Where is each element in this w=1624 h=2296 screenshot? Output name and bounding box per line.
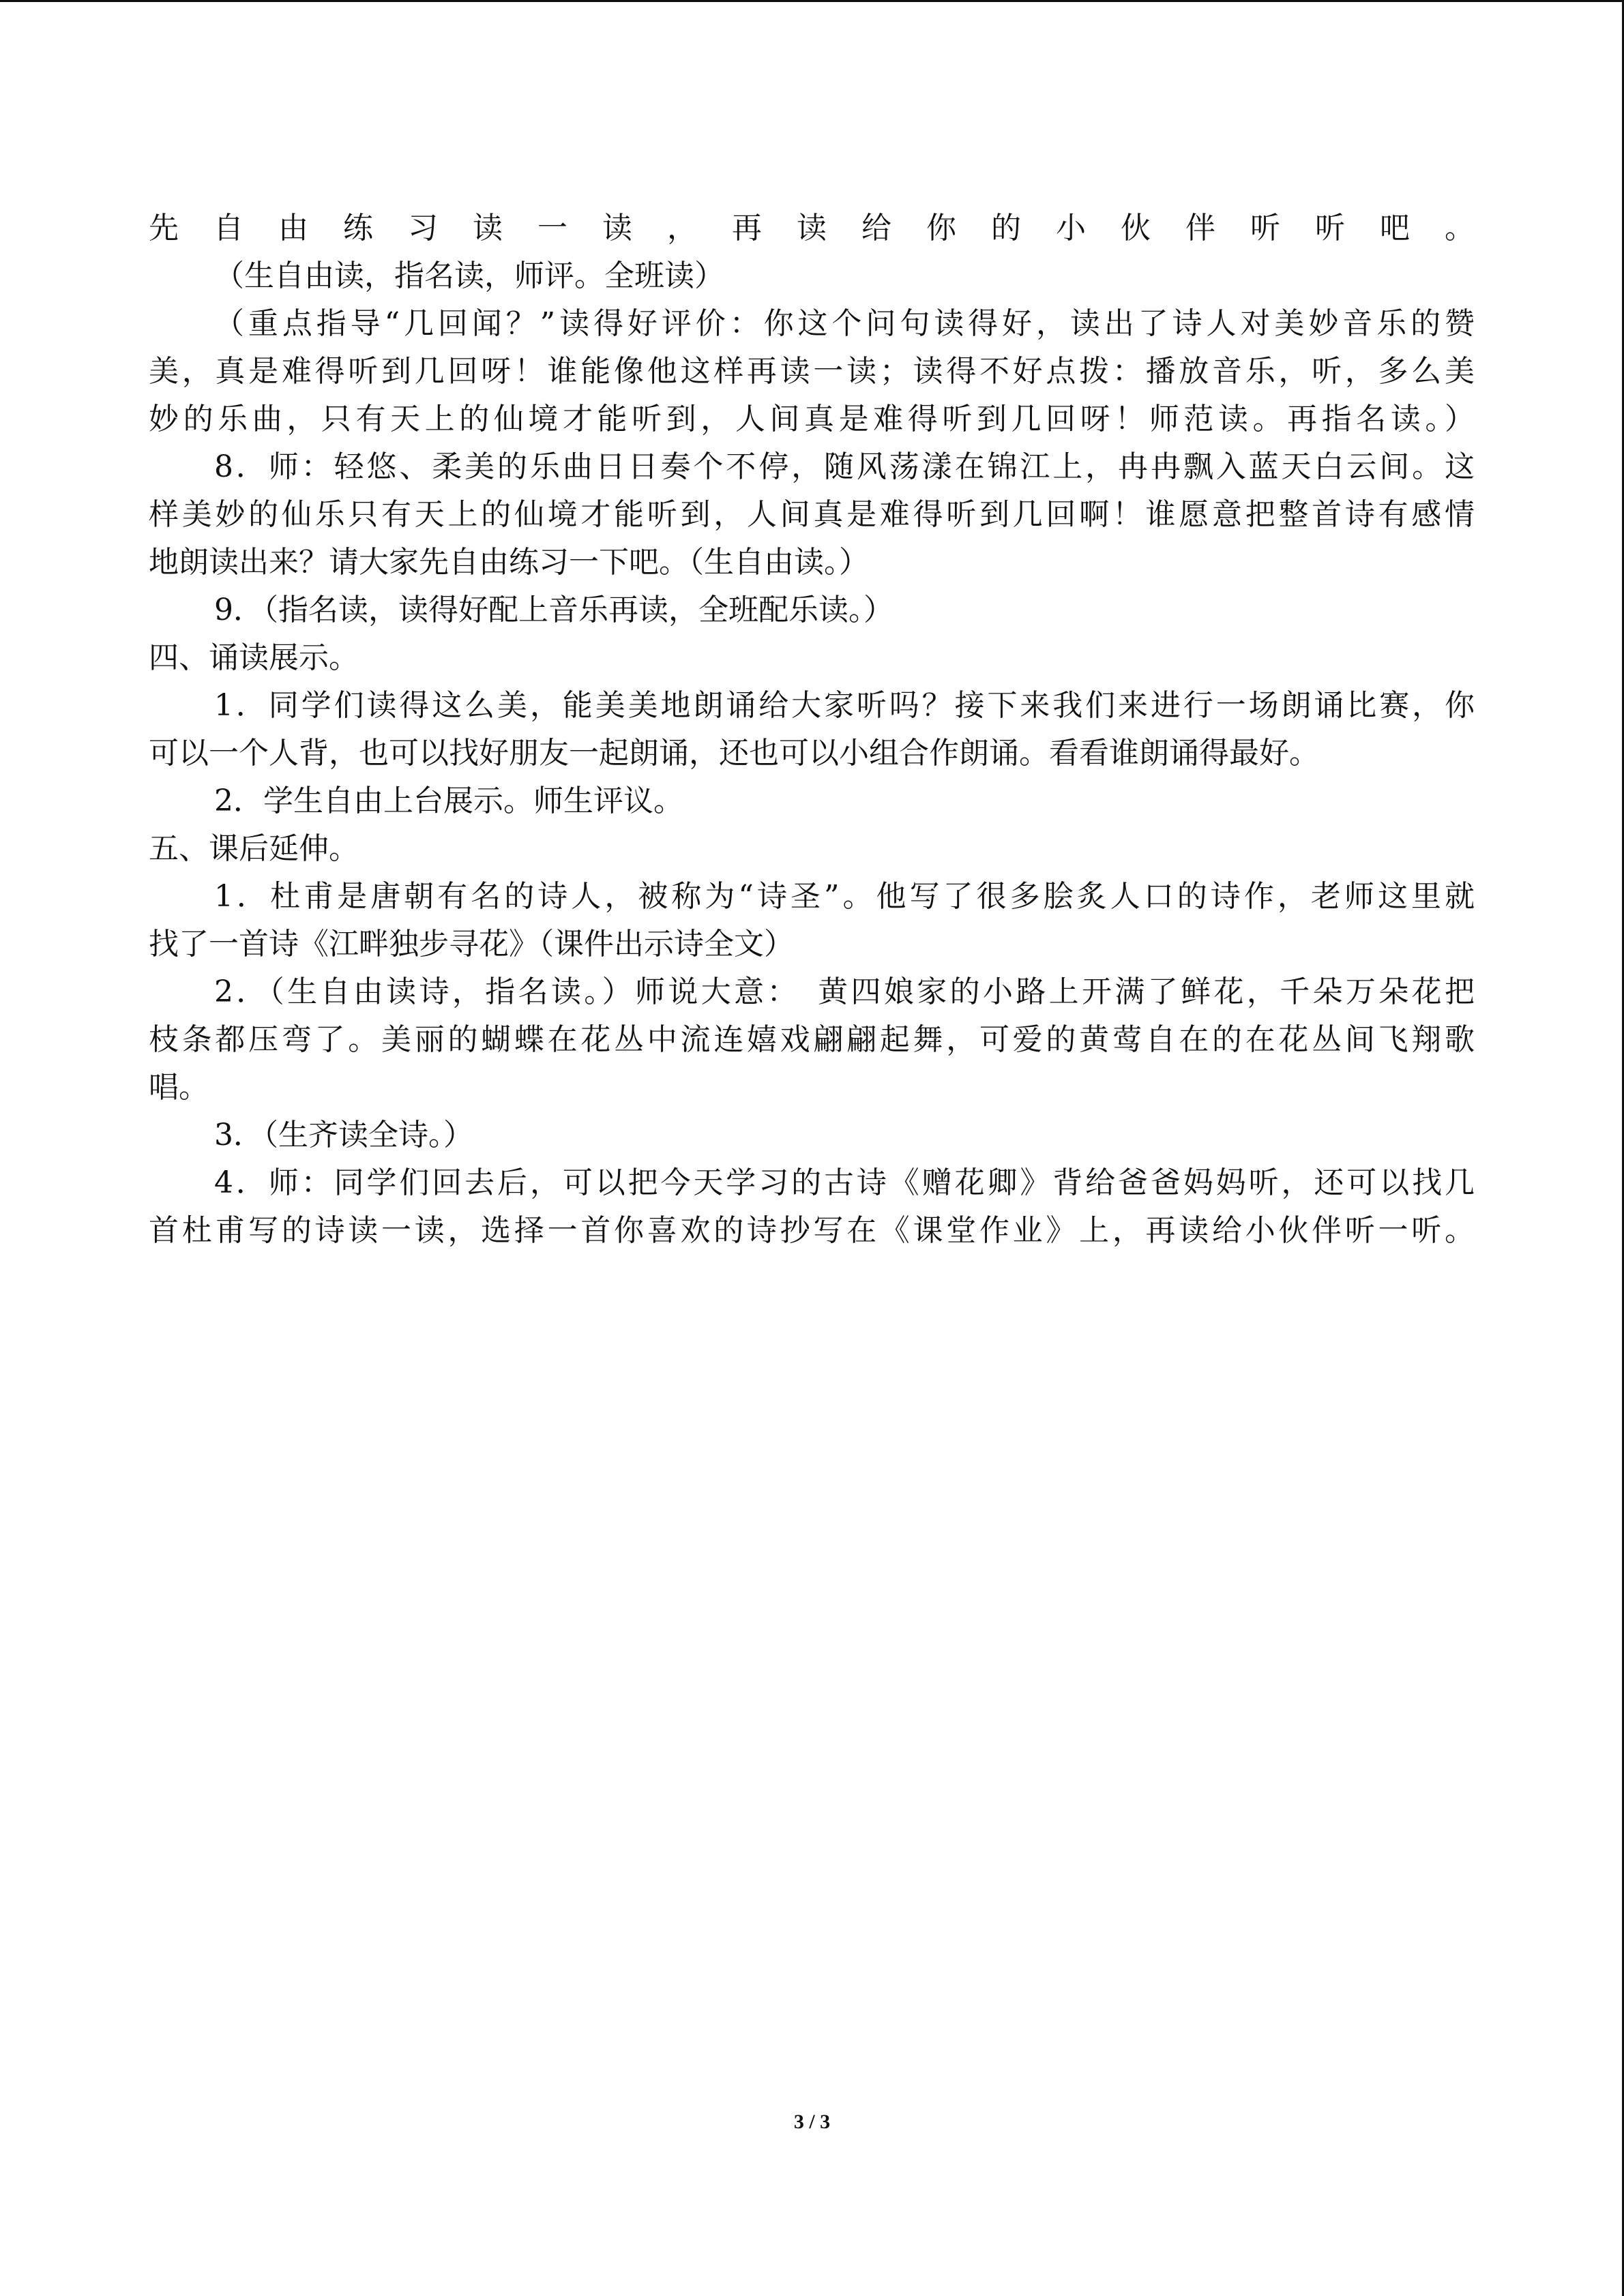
- paragraph-line: 4．师：同学们回去后，可以把今天学习的古诗《赠花卿》背给爸爸妈妈听，还可以找几: [214, 1165, 1475, 1200]
- paragraph-line: 地朗读出来？请大家先自由练习一下吧。（生自由读。）: [149, 545, 869, 580]
- page-border-top: [0, 0, 1624, 2]
- paragraph-line: 妙的乐曲，只有天上的仙境才能听到，人间真是难得听到几回呀！师范读。再指名读。）: [149, 402, 1475, 436]
- paragraph-line: 样美妙的仙乐只有天上的仙境才能听到，人间真是难得听到几回啊！谁愿意把整首诗有感情: [149, 497, 1475, 532]
- document-body: [149, 205, 1475, 1255]
- paragraph-line: 9．（指名读，读得好配上音乐再读，全班配乐读。）: [214, 593, 894, 627]
- paragraph-line: 唱。: [149, 1070, 209, 1105]
- paragraph-line: 先自由练习读一读，再读给你的小伙伴听听吧。: [149, 211, 1475, 245]
- paragraph-line: 可以一个人背，也可以找好朋友一起朗诵，还也可以小组合作朗诵。看看谁朗诵得最好。: [149, 736, 1319, 771]
- paragraph-line: （生自由读，指名读，师评。全班读）: [214, 258, 724, 293]
- paragraph-line: 1．同学们读得这么美，能美美地朗诵给大家听吗？接下来我们来进行一场朗诵比赛，你: [214, 688, 1475, 723]
- section-heading: 四、诵读展示。: [149, 640, 359, 675]
- page-number: 3 / 3: [793, 2111, 831, 2133]
- paragraph-line: 1．杜甫是唐朝有名的诗人，被称为“诗圣”。他写了很多脍炙人口的诗作，老师这里就: [214, 879, 1475, 914]
- paragraph-line: 2．（生自由读诗，指名读。）师说大意： 黄四娘家的小路上开满了鲜花，千朵万朵花把: [214, 974, 1475, 1009]
- paragraph-line: 2．学生自由上台展示。师生评议。: [214, 784, 683, 818]
- paragraph-line: 枝条都压弯了。美丽的蝴蝶在花丛中流连嬉戏翩翩起舞，可爱的黄莺自在的在花丛间飞翔歌: [149, 1022, 1475, 1057]
- paragraph-line: （重点指导“几回闻？”读得好评价：你这个问句读得好，读出了诗人对美妙音乐的赞: [214, 306, 1475, 341]
- paragraph-line: 找了一首诗《江畔独步寻花》（课件出示诗全文）: [149, 927, 794, 961]
- paragraph-line: 3．（生齐读全诗。）: [214, 1118, 473, 1152]
- paragraph-line: 首杜甫写的诗读一读，选择一首你喜欢的诗抄写在《课堂作业》上，再读给小伙伴听一听。: [149, 1213, 1475, 1248]
- section-heading: 五、课后延伸。: [149, 831, 359, 866]
- paragraph-line: 美，真是难得听到几回呀！谁能像他这样再读一读；读得不好点拨：播放音乐，听，多么美: [149, 354, 1475, 389]
- paragraph-line: 8．师：轻悠、柔美的乐曲日日奏个不停，随风荡漾在锦江上，冉冉飘入蓝天白云间。这: [214, 449, 1475, 484]
